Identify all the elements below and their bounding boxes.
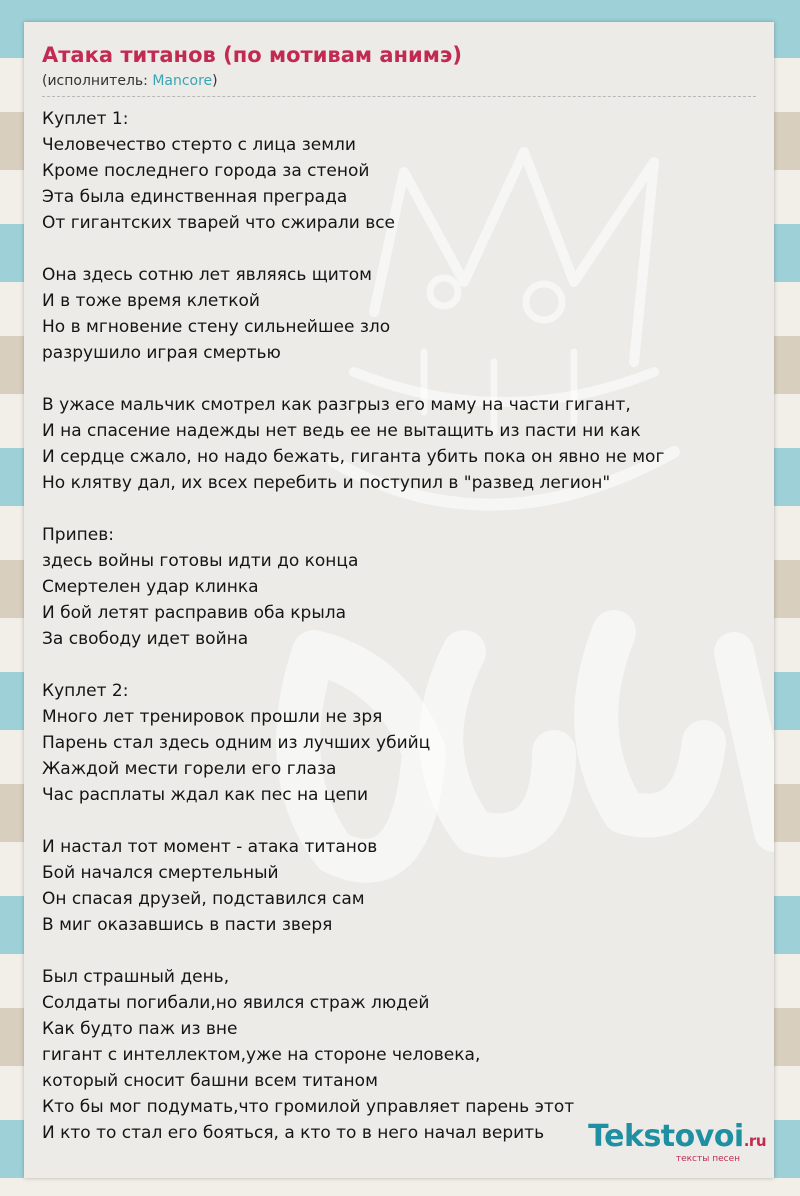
lyric-line: Кроме последнего города за стеной [42, 161, 370, 181]
lyric-line: Час расплаты ждал как пес на цепи [42, 785, 369, 805]
lyric-line: разрушило играя смертью [42, 343, 281, 363]
artist-prefix: (исполнитель: [42, 73, 153, 89]
lyric-line: Куплет 2: [42, 681, 129, 701]
logo-tagline: тексты песен [675, 1154, 740, 1164]
lyrics-stanza [42, 106, 756, 236]
lyric-line: который сносит башни всем титаном [42, 1071, 378, 1091]
lyric-line: здесь войны готовы идти до конца [42, 551, 359, 571]
lyric-line: Как будто паж из вне [42, 1019, 238, 1039]
lyric-line: Но клятву дал, их всех перебить и поступил в "развед легион" [42, 473, 611, 493]
lyric-line: Кто бы мог подумать,что громилой управляет парень этот [42, 1097, 575, 1117]
lyric-line: И бой летят расправив оба крыла [42, 603, 347, 623]
lyric-line: Жаждой мести горели его глаза [42, 759, 337, 779]
lyric-line: За свободу идет война [42, 629, 249, 649]
lyrics-stanza [42, 678, 756, 808]
lyric-line: Солдаты погибали,но явился страж людей [42, 993, 430, 1013]
lyric-line: Но в мгновение стену сильнейшее зло [42, 317, 391, 337]
lyric-line: Много лет тренировок прошли не зря [42, 707, 383, 727]
site-logo[interactable] [588, 1119, 766, 1164]
lyric-line: Куплет 1: [42, 109, 129, 129]
artist-link[interactable]: Mancore [152, 73, 213, 89]
song-header [42, 40, 756, 97]
lyric-line: Эта была единственная преграда [42, 187, 348, 207]
lyric-line: И на спасение надежды нет ведь ее не вытащить из пасти ни как [42, 421, 641, 441]
lyrics-stanza [42, 834, 756, 938]
lyric-line: Смертелен удар клинка [42, 577, 259, 597]
lyric-line: гигант с интеллектом,уже на стороне человека, [42, 1045, 481, 1065]
lyric-line: Он спасая друзей, подставился сам [42, 889, 365, 909]
lyric-line: И в тоже время клеткой [42, 291, 260, 311]
lyrics-stanza [42, 392, 756, 496]
lyric-line: Парень стал здесь одним из лучших убийц [42, 733, 431, 753]
lyric-line: В миг оказавшись в пасти зверя [42, 915, 333, 935]
lyrics-stanza [42, 522, 756, 652]
lyrics-card [24, 22, 774, 1178]
logo-tld: .ru [743, 1132, 766, 1150]
lyric-line: И настал тот момент - атака титанов [42, 837, 378, 857]
logo-name: Tekstovoi [588, 1119, 744, 1154]
lyric-line: Бой начался смертельный [42, 863, 279, 883]
lyrics-body [42, 106, 756, 1172]
lyric-line: В ужасе мальчик смотрел как разгрыз его маму на части гигант, [42, 395, 631, 415]
lyric-line: Был страшный день, [42, 967, 230, 987]
lyric-line: Она здесь сотню лет являясь щитом [42, 265, 372, 285]
lyric-line: Припев: [42, 525, 114, 545]
artist-line [42, 70, 756, 97]
song-title: Атака титанов (по мотивам анимэ) [42, 43, 462, 67]
lyric-line: Человечество стерто с лица земли [42, 135, 356, 155]
logo-wordmark [588, 1119, 766, 1156]
lyric-line: И сердце сжало, но надо бежать, гиганта убить пока он явно не мог [42, 447, 665, 467]
lyric-line: От гигантских тварей что сжирали все [42, 213, 396, 233]
lyric-line: И кто то стал его бояться, а кто то в него начал верить [42, 1123, 545, 1143]
lyrics-stanza [42, 262, 756, 366]
artist-suffix: ) [212, 73, 218, 89]
